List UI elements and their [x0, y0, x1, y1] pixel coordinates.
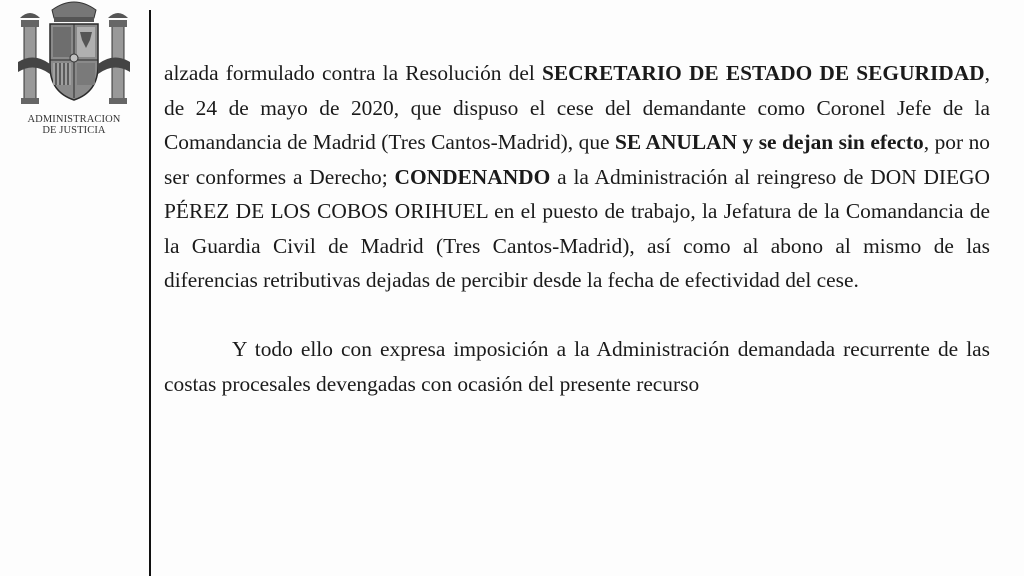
bold-run: CONDENANDO	[394, 164, 551, 189]
margin-rule	[149, 10, 151, 576]
bold-run: SE ANULAN	[615, 130, 738, 154]
text-run: , por no ser conformes a Derecho;	[164, 130, 991, 189]
coat-of-arms-icon	[14, 0, 134, 112]
bold-run: se dejan sin efecto	[758, 130, 924, 154]
text-run: alzada formulado contra la Resolución del	[164, 61, 542, 85]
bold-run: SECRETARIO DE ESTADO DE SEGURIDAD	[541, 61, 985, 85]
paragraph-ruling	[164, 56, 990, 298]
paragraph-costs: Y todo ello con expresa imposición a la Administración demandada recurrente de las costas procesales devengadas con ocasión del presente recurso	[164, 337, 990, 396]
emblem-caption-line2: DE JUSTICIA	[42, 125, 106, 136]
text-run: a la Administración al reingreso de DON DIEGO PÉREZ DE LOS COBOS ORIHUEL en el puesto de trabajo, la Jefatura de la Comandancia de la Guardia Civil de Madrid (Tres Cantos-Madrid), así como al abono al mismo de las diferencias retributivas dejadas de percibir desde la fecha de efectividad del cese.	[164, 164, 991, 292]
text-run: , de 24 de mayo de 2020, que dispuso el cese del demandante como Coronel Jefe de la Comandancia de Madrid (Tres Cantos-Madrid), que	[164, 61, 990, 154]
bold-run: y	[737, 130, 759, 154]
document-body	[164, 56, 990, 401]
emblem-caption	[14, 114, 134, 136]
coat-of-arms	[14, 0, 134, 145]
emblem-caption-line1: ADMINISTRACION	[27, 114, 121, 125]
